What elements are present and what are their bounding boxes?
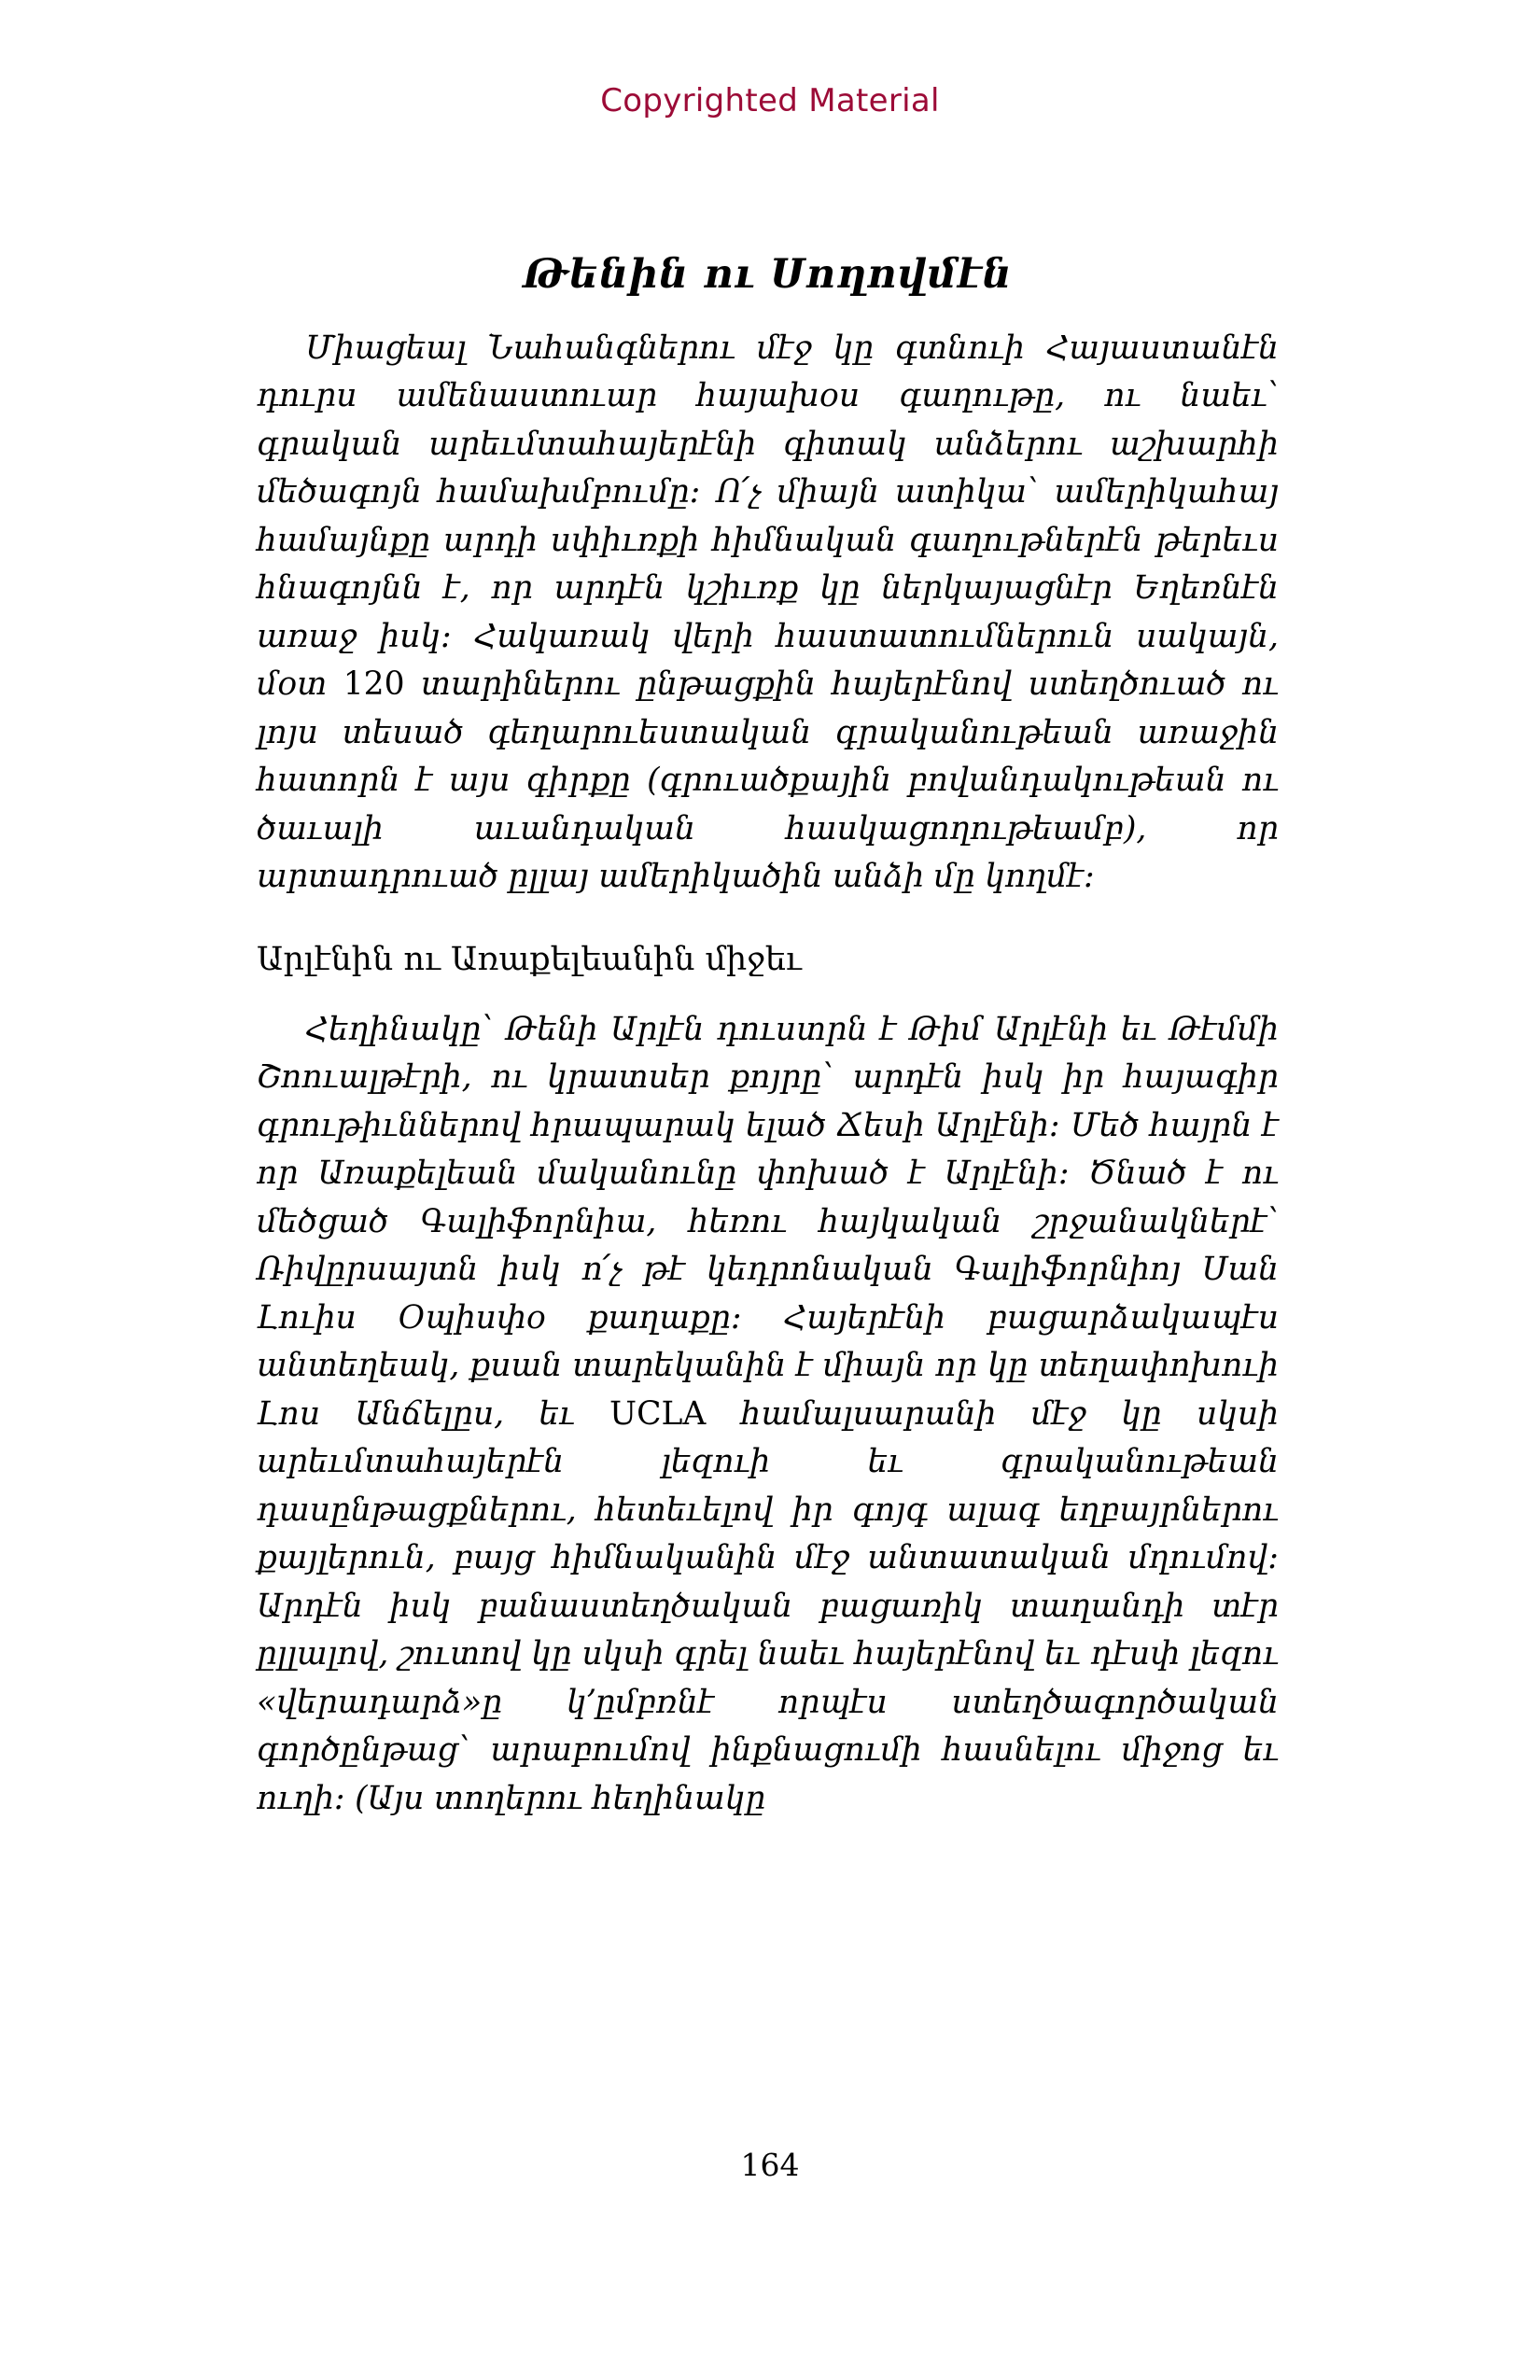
paragraph-biography-part1: Հեղինակը՝ Թենի Արլէն դուստրն է Թիմ Արլէնի եւ Թէմմի Շոուալթէրի, ու կրատսեր քոյրը՝ արդէն իսկ իր հայագիր գրութիւններով հրապարակ ելած Ճեսի Արլէնի։ Մեծ հայրն է որ Առաքելեան մականունը փոխած է Արլէնի։ Ծնած է ու մեծցած Գալիֆորնիա, հեռու հայկական շրջանակներէ՝ Ռիվըրսայտն իսկ ո՛չ թէ կեդրոնական Գալիֆորնիոյ Սան Լուիս Օպիսփօ քաղաքը։ Հայերէնի բացարձակապէս անտեղեակ, քսան տարեկանին է միայն որ կը տեղափոխուի Լոս Անճելըս, եւ [257,1010,1279,1433]
acronym-ucla: UCLA [609,1394,707,1433]
running-head-copyright-notice: Copyrighted Material [600,82,940,119]
paragraph-biography [257,1006,1279,1824]
paragraph-intro-part1: Միացեալ Նահանգներու մէջ կը գտնուի Հայաստանէն դուրս ամենաստուար հայախօս գաղութը, ու նաեւ՝ գրական արեւմտահայերէնի գիտակ անձերու աշխարհի մեծագոյն համախմբումը։ Ո՛չ միայն ատիկա՝ ամերիկահայ համայնքը արդի սփիւռքի հիմնական գաղութներէն թերեւս հնագոյնն է, որ արդէն կշիւռք կը ներկայացնէր Եղեռնէն առաջ իսկ։ Հակառակ վերի հաստատումներուն սակայն, մօտ [257,329,1279,704]
paragraph-biography-part2: համալսարանի մէջ կը սկսի արեւմտահայերէն լեզուի եւ գրականութեան դասընթացքներու, հետեւելով իր գոյգ ալագ եղբայրներու քայլերուն, բայց հիմնականին մէջ անտատական մղումով։ Արդէն իսկ բանաստեղծական բացառիկ տաղանդի տէր ըլլալով, շուտով կը սկսի գրել նաեւ հայերէնով եւ դէսփ լեզու «վերադարձ»ը կ՚ըմբռնէ որպէս ստեղծագործական գործընթաց՝ արաբումով ինքնացումի հասնելու միջոց եւ ուղի։ (Այս տողերու հեղինակը [257,1394,1279,1817]
paragraph-intro [257,325,1279,902]
paragraph-intro-part2: տարիներու ընթացքին հայերէնով ստեղծուած ու լոյս տեսած գեղարուեստական գրականութեան առաջին հատորն է այս գիրքը (գրուածքային բովանդակութեան ու ծաւալի աւանդական հասկացողութեամբ), որ արտադրուած ըլլայ ամերիկածին անձի մը կողմէ։ [257,665,1279,896]
text-block [257,250,1279,1823]
figure-120: 120 [343,665,405,704]
chapter-title: Թենին ու Սողովմէն [523,251,1013,298]
page-number: 164 [740,2147,800,2183]
section-subheading: Արլէնին ու Առաքելեանին միջեւ [257,940,802,978]
